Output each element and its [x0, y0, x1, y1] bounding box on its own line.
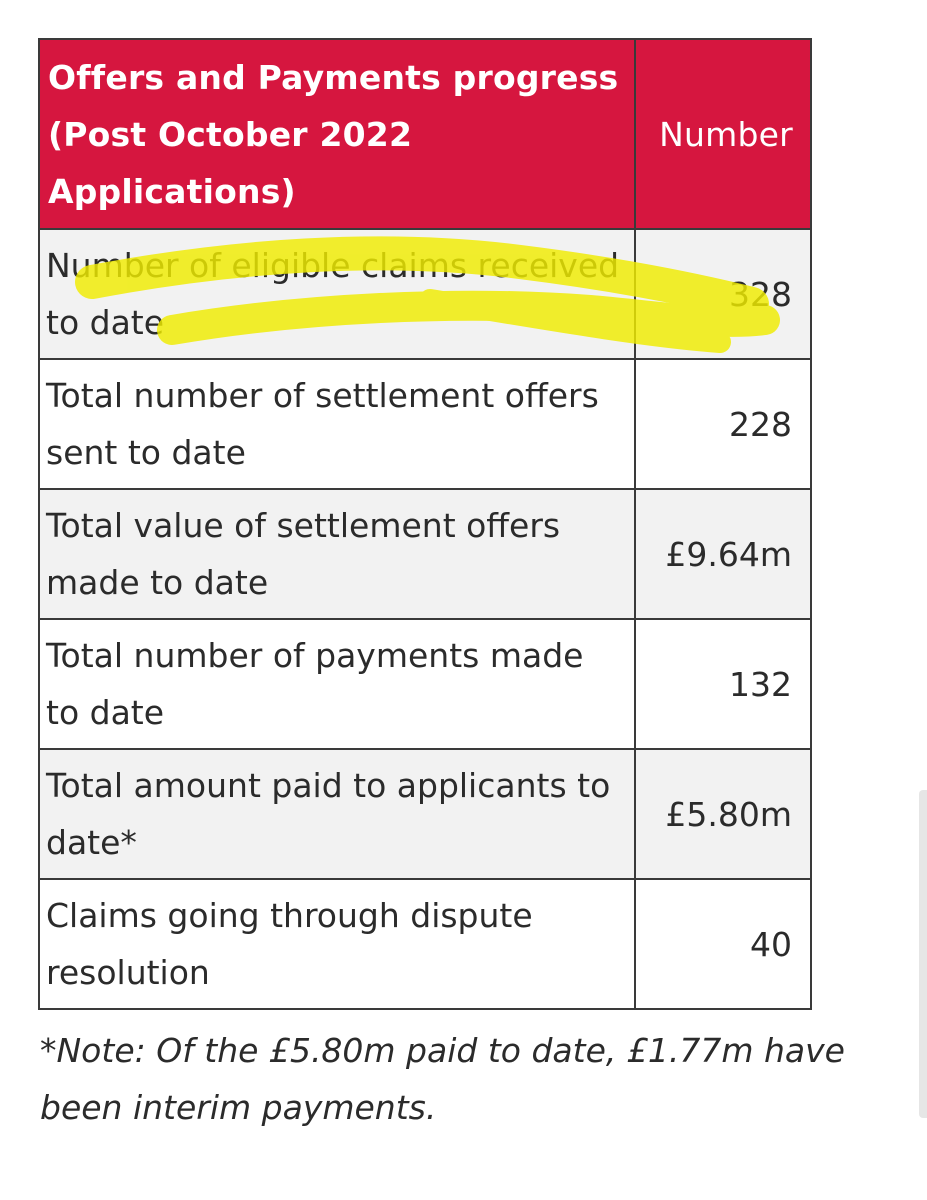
row-label: Number of eligible claims received to date — [46, 246, 620, 342]
table-header-row — [39, 39, 811, 229]
row-label: Claims going through dispute resolution — [46, 896, 533, 992]
header-label-cell — [39, 39, 635, 229]
row-label-cell — [39, 229, 635, 359]
row-value-cell — [635, 489, 811, 619]
table-row-eligible-claims — [39, 229, 811, 359]
row-value: 132 — [729, 664, 792, 704]
scrollbar[interactable] — [919, 790, 927, 1118]
row-label-cell — [39, 489, 635, 619]
row-label-cell — [39, 879, 635, 1009]
table-row-amount-paid — [39, 749, 811, 879]
row-label-cell — [39, 619, 635, 749]
row-value: £5.80m — [665, 794, 792, 834]
row-label: Total number of settlement offers sent to date — [46, 376, 599, 472]
header-label: Offers and Payments progress (Post October 2022 Applications) — [48, 57, 619, 211]
row-value-cell — [635, 879, 811, 1009]
footnote: *Note: Of the £5.80m paid to date, £1.77m have been interim payments. — [40, 1031, 845, 1127]
table-row-dispute-resolution — [39, 879, 811, 1009]
row-label: Total number of payments made to date — [46, 636, 584, 732]
row-value: 40 — [750, 924, 792, 964]
row-value-cell — [635, 229, 811, 359]
header-number-label: Number — [659, 114, 793, 154]
row-label: Total value of settlement offers made to date — [46, 506, 561, 602]
row-value-cell — [635, 749, 811, 879]
table-row-offers-value — [39, 489, 811, 619]
row-label: Total amount paid to applicants to date* — [46, 766, 611, 862]
row-value-cell — [635, 619, 811, 749]
header-number-cell — [635, 39, 811, 229]
row-label-cell — [39, 359, 635, 489]
row-value-cell — [635, 359, 811, 489]
table-row-payments-made — [39, 619, 811, 749]
table-row-offers-sent — [39, 359, 811, 489]
offers-payments-table — [38, 38, 812, 1010]
row-value: 328 — [729, 274, 792, 314]
row-label-cell — [39, 749, 635, 879]
row-value: 228 — [729, 404, 792, 444]
row-value: £9.64m — [665, 534, 792, 574]
